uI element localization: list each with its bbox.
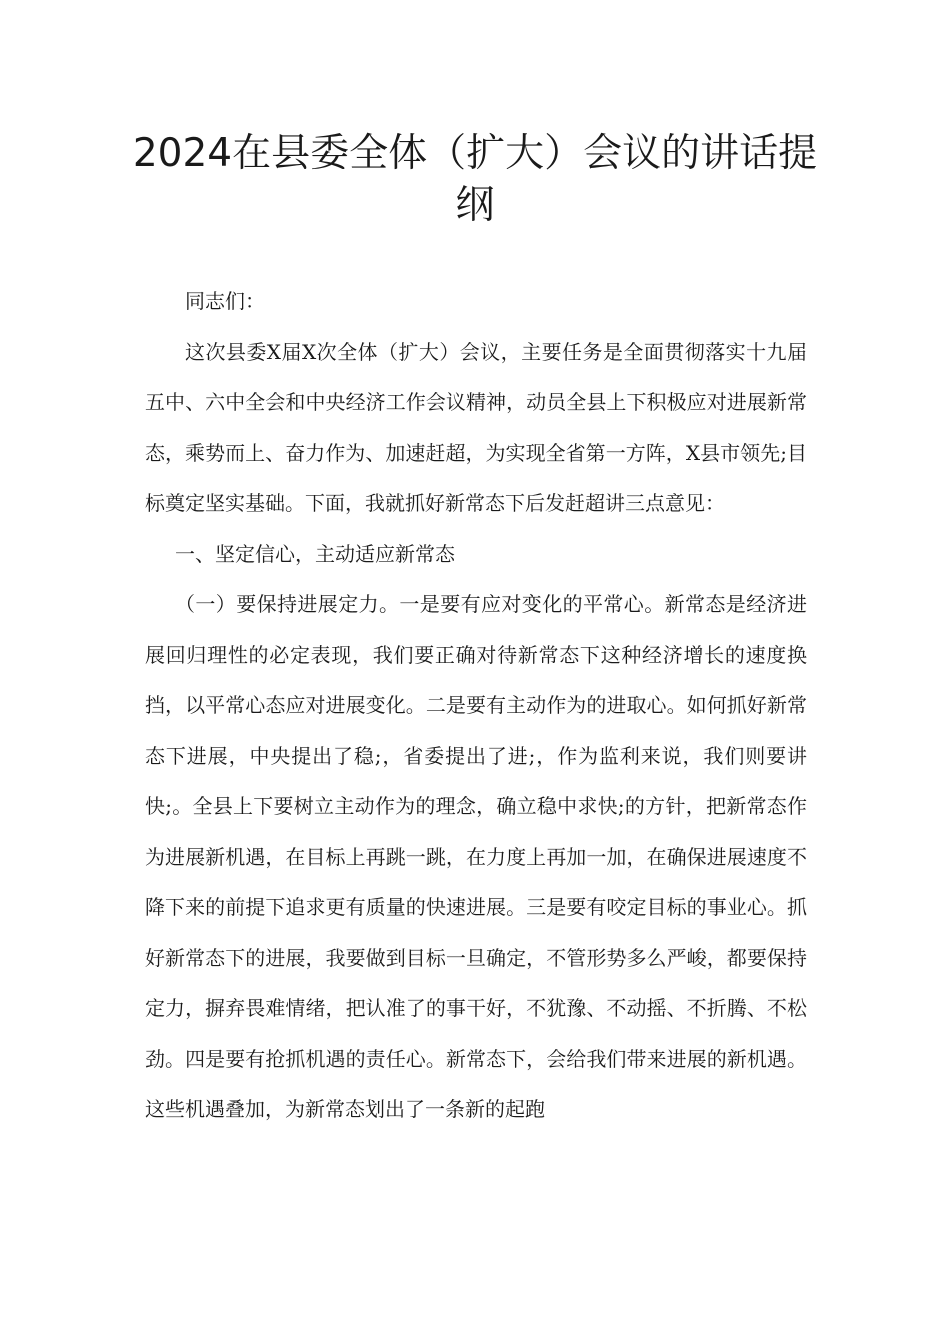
section-heading: 一、坚定信心，主动适应新常态 — [175, 541, 455, 566]
document-title: 2024在县委全体（扩大）会议的讲话提纲 — [132, 131, 818, 228]
intro-paragraph: 这次县委X届X次全体（扩大）会议，主要任务是全面贯彻落实十九届五中、六中全会和中央经济工作会议精神，动员全县上下积极应对进展新常态，乘势而上、奋力作为、加速赶超，为实现全省第一方阵，X县市领先;目标奠定坚实基础。下面，我就抓好新常态下后发赶超讲三点意见： — [145, 339, 807, 515]
body-paragraph: （一）要保持进展定力。一是要有应对变化的平常心。新常态是经济进展回归理性的必定表现，我们要正确对待新常态下这种经济增长的速度换挡，以平常心态应对进展变化。二是要有主动作为的进取心。如何抓好新常态下进展，中央提出了稳;，省委提出了进;，作为监利来说，我们则要讲快;。全县上下要树立主动作为的理念，确立稳中求快;的方针，把新常态作为进展新机遇，在目标上再跳一跳，在力度上再加一加，在确保进展速度不降下来的前提下追求更有质量的快速进展。三是要有咬定目标的事业心。抓好新常态下的进展，我要做到目标一旦确定，不管形势多么严峻，都要保持定力，摒弃畏难情绪，把认准了的事干好，不犹豫、不动摇、不折腾、不松劲。四是要有抢抓机遇的责任心。新常态下，会给我们带来进展的新机遇。这些机遇叠加，为新常态划出了一条新的起跑 — [145, 592, 807, 1121]
salutation-paragraph: 同志们： — [185, 289, 265, 313]
document-body — [145, 276, 807, 1135]
